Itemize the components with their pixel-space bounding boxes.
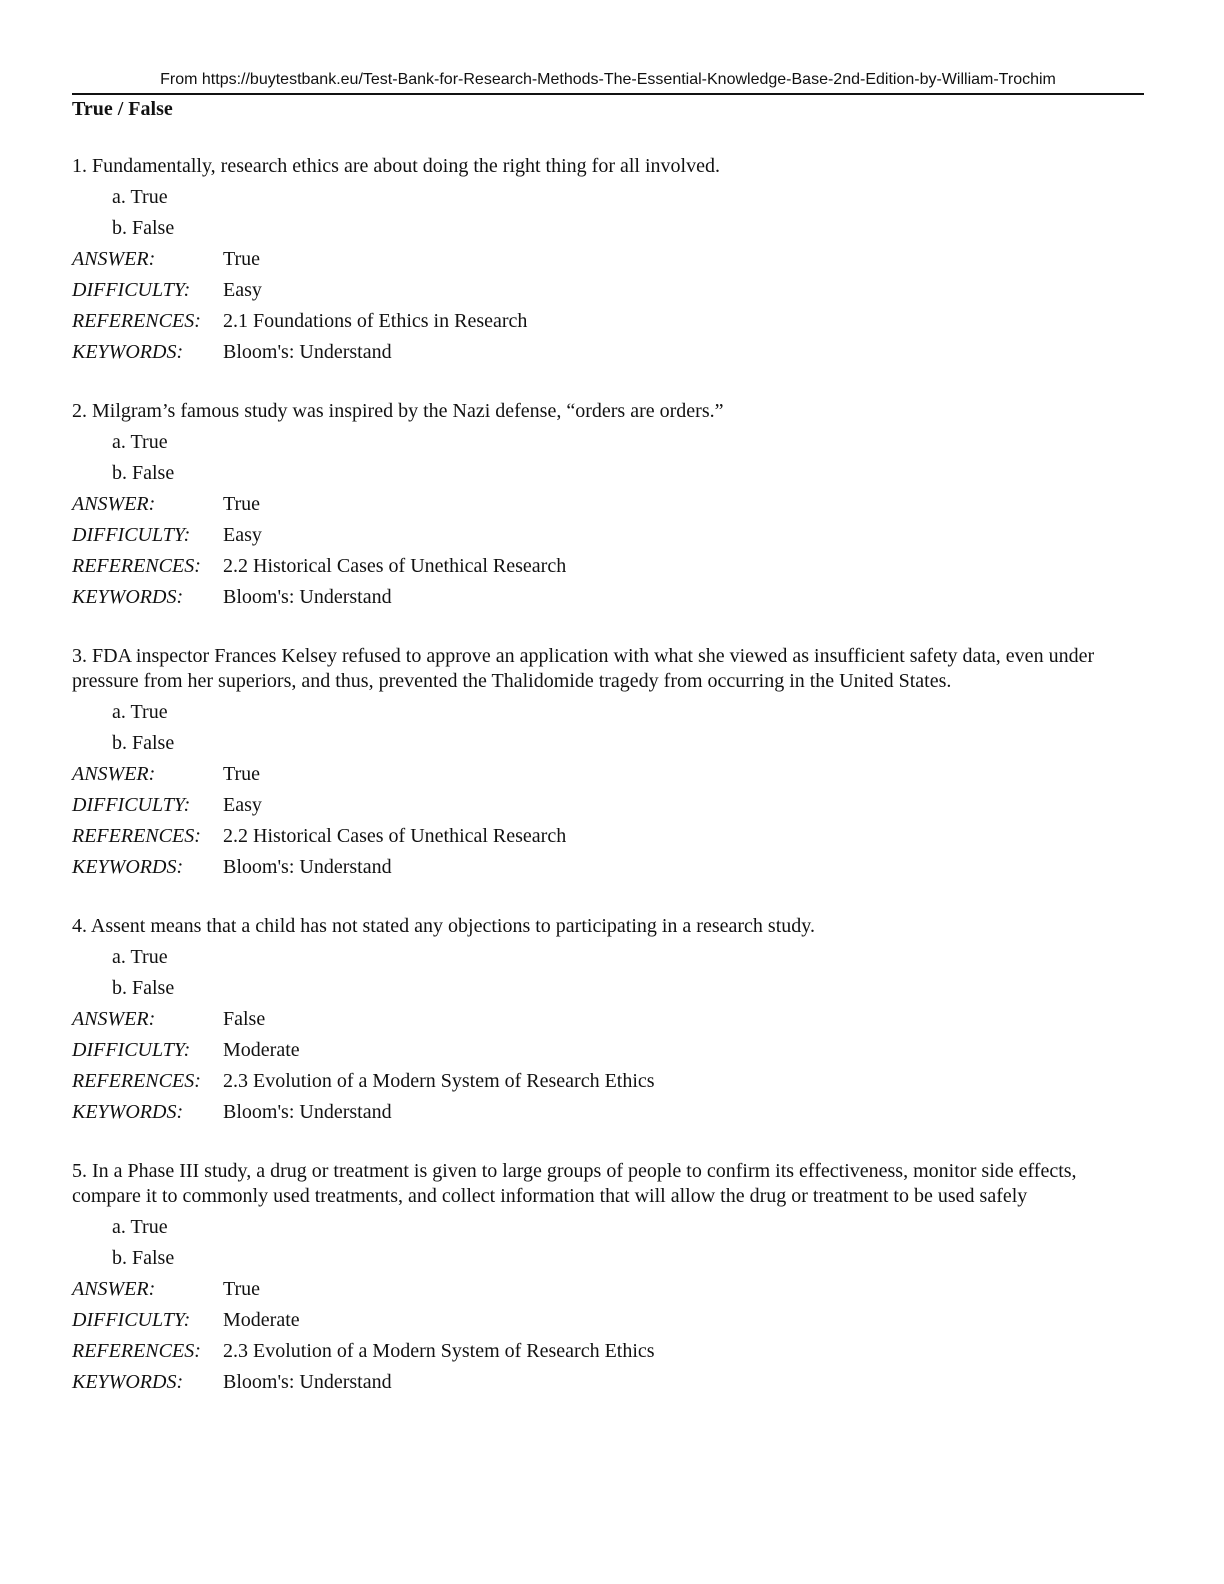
answer-row: [72, 489, 1144, 520]
keywords-row: [72, 852, 1144, 883]
answer-row: [72, 759, 1144, 790]
references-label: REFERENCES:: [72, 1070, 201, 1092]
keywords-label: KEYWORDS:: [72, 341, 184, 363]
references-row: [72, 821, 1144, 852]
references-label: REFERENCES:: [72, 1340, 201, 1362]
source-url-line: From https://buytestbank.eu/Test-Bank-for-Research-Methods-The-Essential-Knowledge-Base-2nd-Edition-by-William-Trochim: [160, 71, 1056, 88]
keywords-label: KEYWORDS:: [72, 1371, 184, 1393]
keywords-value: Bloom's: Understand: [223, 341, 392, 363]
references-row: [72, 551, 1144, 582]
question-text: 1. Fundamentally, research ethics are about doing the right thing for all involved.: [72, 155, 720, 177]
difficulty-value: Moderate: [223, 1039, 300, 1061]
answer-row: [72, 1274, 1144, 1305]
keywords-value: Bloom's: Understand: [223, 586, 392, 608]
question-list: [72, 154, 1144, 1429]
answer-label: ANSWER:: [72, 1008, 156, 1030]
answer-label: ANSWER:: [72, 763, 156, 785]
keywords-row: [72, 582, 1144, 613]
difficulty-value: Easy: [223, 794, 262, 816]
difficulty-row: [72, 520, 1144, 551]
difficulty-label: DIFFICULTY:: [72, 524, 191, 546]
references-value: 2.2 Historical Cases of Unethical Research: [223, 555, 567, 577]
references-row: [72, 1336, 1144, 1367]
keywords-label: KEYWORDS:: [72, 856, 184, 878]
answer-value: True: [223, 493, 261, 515]
difficulty-row: [72, 1305, 1144, 1336]
option-b: b. False: [112, 1247, 175, 1269]
difficulty-label: DIFFICULTY:: [72, 794, 191, 816]
keywords-value: Bloom's: Understand: [223, 1371, 392, 1393]
references-label: REFERENCES:: [72, 825, 201, 847]
question-5: [72, 1159, 1144, 1398]
answer-value: True: [223, 248, 261, 270]
option-a: a. True: [112, 1216, 168, 1238]
option-a: a. True: [112, 431, 168, 453]
header-divider: [72, 93, 1144, 95]
question-2: [72, 399, 1144, 613]
answer-value: True: [223, 763, 261, 785]
references-value: 2.3 Evolution of a Modern System of Research Ethics: [223, 1070, 655, 1092]
difficulty-value: Easy: [223, 279, 262, 301]
references-value: 2.3 Evolution of a Modern System of Research Ethics: [223, 1340, 655, 1362]
question-1: [72, 154, 1144, 368]
difficulty-row: [72, 790, 1144, 821]
references-value: 2.2 Historical Cases of Unethical Research: [223, 825, 567, 847]
difficulty-label: DIFFICULTY:: [72, 279, 191, 301]
option-b: b. False: [112, 462, 175, 484]
question-4: [72, 914, 1144, 1128]
keywords-row: [72, 1367, 1144, 1398]
keywords-value: Bloom's: Understand: [223, 1101, 392, 1123]
answer-label: ANSWER:: [72, 248, 156, 270]
references-row: [72, 1066, 1144, 1097]
answer-row: [72, 244, 1144, 275]
keywords-row: [72, 337, 1144, 368]
difficulty-row: [72, 1035, 1144, 1066]
answer-label: ANSWER:: [72, 493, 156, 515]
references-value: 2.1 Foundations of Ethics in Research: [223, 310, 528, 332]
question-text: 4. Assent means that a child has not stated any objections to participating in a research study.: [72, 915, 815, 937]
option-a: a. True: [112, 186, 168, 208]
question-text: 3. FDA inspector Frances Kelsey refused to approve an application with what she viewed as insufficient safety data, even under pressure from her superiors, and thus, prevented the Thalidomide tragedy from occurring in the United States.: [72, 645, 1095, 692]
option-b: b. False: [112, 977, 175, 999]
option-a: a. True: [112, 946, 168, 968]
difficulty-value: Easy: [223, 524, 262, 546]
answer-label: ANSWER:: [72, 1278, 156, 1300]
option-a: a. True: [112, 701, 168, 723]
difficulty-label: DIFFICULTY:: [72, 1309, 191, 1331]
answer-value: True: [223, 1278, 261, 1300]
option-b: b. False: [112, 217, 175, 239]
answer-value: False: [223, 1008, 266, 1030]
references-label: REFERENCES:: [72, 555, 201, 577]
keywords-label: KEYWORDS:: [72, 1101, 184, 1123]
section-title: True / False: [72, 98, 173, 120]
difficulty-label: DIFFICULTY:: [72, 1039, 191, 1061]
difficulty-value: Moderate: [223, 1309, 300, 1331]
difficulty-row: [72, 275, 1144, 306]
keywords-row: [72, 1097, 1144, 1128]
keywords-value: Bloom's: Understand: [223, 856, 392, 878]
references-label: REFERENCES:: [72, 310, 201, 332]
keywords-label: KEYWORDS:: [72, 586, 184, 608]
question-text: 2. Milgram’s famous study was inspired by the Nazi defense, “orders are orders.”: [72, 400, 724, 422]
option-b: b. False: [112, 732, 175, 754]
question-text: 5. In a Phase III study, a drug or treatment is given to large groups of people to confirm its effectiveness, monitor side effects, compare it to commonly used treatments, and collect information that will allow the drug or treatment to be used safely: [72, 1160, 1077, 1207]
references-row: [72, 306, 1144, 337]
question-3: [72, 644, 1144, 883]
answer-row: [72, 1004, 1144, 1035]
